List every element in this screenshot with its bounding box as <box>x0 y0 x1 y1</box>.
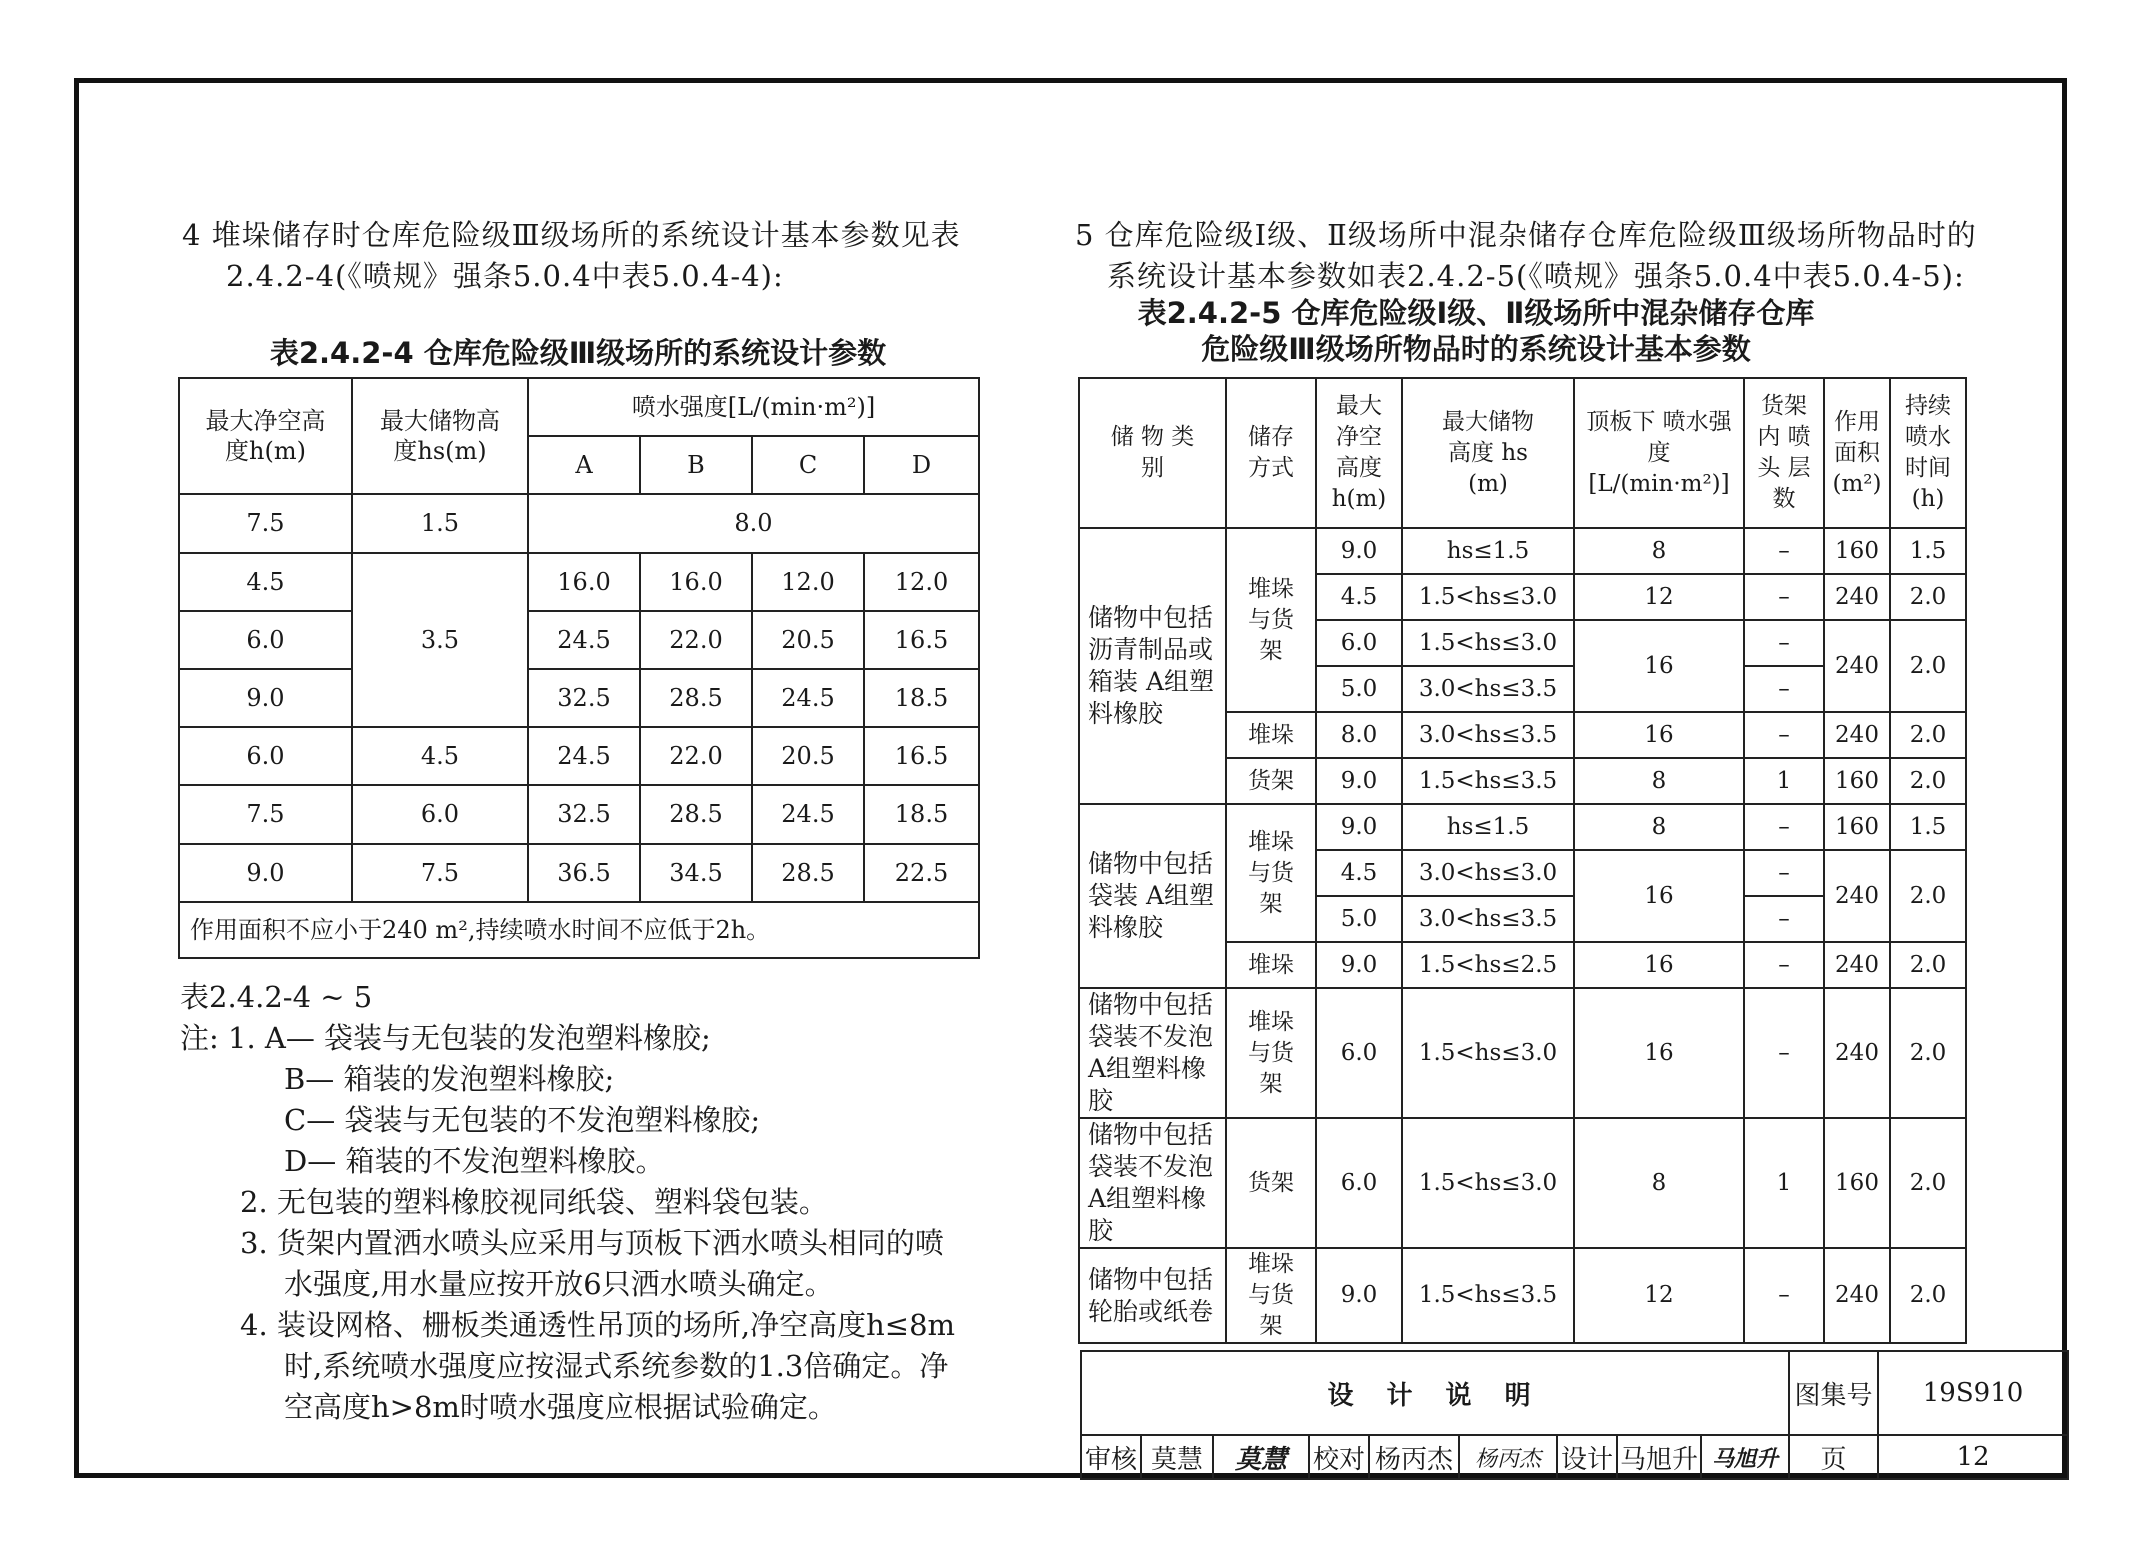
header-spray-intensity: 喷水强度[L/(min·m²)] <box>528 378 979 436</box>
table-cell: 28.5 <box>640 669 752 727</box>
table-cell: 16 <box>1574 712 1744 758</box>
table-cell: 20.5 <box>752 727 864 785</box>
table-cell: – <box>1744 528 1824 574</box>
table-cell: 9.0 <box>1316 804 1402 850</box>
header-category: 储 物 类 别 <box>1079 378 1226 528</box>
table-cell: 3.0<hs≤3.5 <box>1402 666 1574 712</box>
table-cell: 24.5 <box>752 785 864 843</box>
table-cell: 18.5 <box>864 785 979 843</box>
table-cell: hs≤1.5 <box>1402 804 1574 850</box>
table-cell: 9.0 <box>179 844 352 902</box>
table-cell: 24.5 <box>752 669 864 727</box>
table-cell: 160 <box>1824 528 1890 574</box>
note-4-cont-2: 空高度h>8m时喷水强度应根据试验确定。 <box>284 1390 837 1424</box>
table-cell: – <box>1744 988 1824 1118</box>
table-cell: 240 <box>1824 620 1890 712</box>
note-1-d: D— 箱装的不发泡塑料橡胶。 <box>284 1144 665 1178</box>
table-cell: – <box>1744 574 1824 620</box>
table-cell: 2.0 <box>1890 988 1966 1118</box>
note-2: 2. 无包装的塑料橡胶视同纸袋、塑料袋包装。 <box>240 1185 828 1219</box>
header-col-c: C <box>752 436 864 494</box>
table-cell: 240 <box>1824 574 1890 620</box>
checker-name: 杨丙杰 <box>1369 1435 1459 1479</box>
table-cell: 1.5<hs≤3.0 <box>1402 574 1574 620</box>
table-cell: 24.5 <box>528 727 640 785</box>
header-col-b: B <box>640 436 752 494</box>
header-operating-area: 作用 面积 (m²) <box>1824 378 1890 528</box>
table-cell: 22.0 <box>640 611 752 669</box>
table-cell: 240 <box>1824 942 1890 988</box>
table-cell: 16.5 <box>864 611 979 669</box>
table-cell: – <box>1744 620 1824 666</box>
atlas-label: 图集号 <box>1789 1351 1878 1435</box>
table-cell: 16 <box>1574 850 1744 942</box>
table-cell: 28.5 <box>752 844 864 902</box>
table-cell: 12.0 <box>864 553 979 611</box>
category-5: 储物中包括轮胎或纸卷 <box>1079 1248 1226 1343</box>
table-cell: – <box>1744 896 1824 942</box>
table-cell: 1.5<hs≤3.0 <box>1402 620 1574 666</box>
table-cell: 1 <box>1744 758 1824 804</box>
method-pile-rack: 堆垛与货架 <box>1226 528 1316 712</box>
table-cell: 4.5 <box>1316 850 1402 896</box>
table-cell: 1.5 <box>1890 528 1966 574</box>
designer-name: 马旭升 <box>1617 1435 1701 1479</box>
table-cell: 16 <box>1574 942 1744 988</box>
table-cell: 16.0 <box>640 553 752 611</box>
table-2-4-2-4 <box>178 377 980 959</box>
note-1-c: C— 袋装与无包装的不发泡塑料橡胶; <box>284 1103 761 1137</box>
table-cell: 6.0 <box>1316 1118 1402 1248</box>
header-storage-height: 最大储物高度hs(m) <box>352 378 528 494</box>
method-rack: 货架 <box>1226 758 1316 804</box>
table-cell: 6.0 <box>1316 620 1402 666</box>
table-cell: 240 <box>1824 1248 1890 1343</box>
table-cell: 5.0 <box>1316 666 1402 712</box>
reviewer-signature: 莫慧 <box>1213 1435 1309 1479</box>
table-cell: 9.0 <box>1316 528 1402 574</box>
table-cell: 1.5 <box>1890 804 1966 850</box>
note-3-cont: 水强度,用水量应按开放6只洒水喷头确定。 <box>284 1267 834 1301</box>
table-cell: 1 <box>1744 1118 1824 1248</box>
table-cell: 7.5 <box>179 494 352 552</box>
note-1-b: B— 箱装的发泡塑料橡胶; <box>284 1062 615 1096</box>
header-in-rack-layers: 货架内 喷头 层数 <box>1744 378 1824 528</box>
table-cell: 22.0 <box>640 727 752 785</box>
method-pile-rack: 堆垛与货架 <box>1226 988 1316 1118</box>
table-cell: 7.5 <box>352 844 528 902</box>
table-cell: 9.0 <box>1316 942 1402 988</box>
right-intro-line-1: 5 仓库危险级Ⅰ级、Ⅱ级场所中混杂储存仓库危险级Ⅲ级场所物品时的 <box>1075 218 1977 252</box>
title-block <box>1080 1350 2069 1480</box>
note-4-cont: 时,系统喷水强度应按湿式系统参数的1.3倍确定。净 <box>284 1349 949 1383</box>
table-cell: 240 <box>1824 712 1890 758</box>
table-cell: hs≤1.5 <box>1402 528 1574 574</box>
table-cell: 3.0<hs≤3.0 <box>1402 850 1574 896</box>
reviewer-name: 莫慧 <box>1141 1435 1213 1479</box>
method-pile: 堆垛 <box>1226 712 1316 758</box>
table-cell: 2.0 <box>1890 942 1966 988</box>
table-cell: 3.5 <box>352 553 528 728</box>
category-3: 储物中包括袋装不发泡A组塑料橡胶 <box>1079 988 1226 1118</box>
notes-ref: 表2.4.2-4 ~ 5 <box>180 980 373 1014</box>
table-cell: 1.5<hs≤3.0 <box>1402 1118 1574 1248</box>
table-cell: – <box>1744 804 1824 850</box>
table-cell: 9.0 <box>179 669 352 727</box>
table-cell: 2.0 <box>1890 574 1966 620</box>
design-label: 设计 <box>1557 1435 1617 1479</box>
page-number: 12 <box>1878 1435 2068 1479</box>
table-2-4-2-5-title-2: 危险级Ⅲ级场所物品时的系统设计基本参数 <box>1201 332 1751 366</box>
table-cell: – <box>1744 712 1824 758</box>
method-pile-rack: 堆垛与货架 <box>1226 804 1316 942</box>
page-label: 页 <box>1789 1435 1878 1479</box>
table-cell: – <box>1744 850 1824 896</box>
table-cell: 16 <box>1574 620 1744 712</box>
header-col-a: A <box>528 436 640 494</box>
table-cell: 160 <box>1824 804 1890 850</box>
table-cell: 22.5 <box>864 844 979 902</box>
table-2-4-2-4-title: 表2.4.2-4 仓库危险级Ⅲ级场所的系统设计参数 <box>269 336 887 370</box>
table-cell: 12.0 <box>752 553 864 611</box>
table-cell: 2.0 <box>1890 1118 1966 1248</box>
table-footnote: 作用面积不应小于240 m²,持续喷水时间不应低于2h。 <box>179 902 979 958</box>
table-cell: 240 <box>1824 988 1890 1118</box>
method-pile: 堆垛 <box>1226 942 1316 988</box>
table-cell: 8 <box>1574 528 1744 574</box>
table-cell: 6.0 <box>179 611 352 669</box>
table-notes <box>180 977 955 1428</box>
atlas-number: 19S910 <box>1878 1351 2068 1435</box>
table-cell: 1.5<hs≤3.0 <box>1402 988 1574 1118</box>
category-2: 储物中包括袋装 A组塑料橡胶 <box>1079 804 1226 988</box>
table-cell: 2.0 <box>1890 758 1966 804</box>
table-cell: 16.0 <box>528 553 640 611</box>
table-cell: 1.5<hs≤3.5 <box>1402 1248 1574 1343</box>
table-cell: 2.0 <box>1890 620 1966 712</box>
table-cell: 28.5 <box>640 785 752 843</box>
table-cell: 6.0 <box>179 727 352 785</box>
check-label: 校对 <box>1309 1435 1369 1479</box>
table-cell: 8.0 <box>1316 712 1402 758</box>
table-cell: 12 <box>1574 1248 1744 1343</box>
table-cell: 16.5 <box>864 727 979 785</box>
header-col-d: D <box>864 436 979 494</box>
table-cell: 6.0 <box>1316 988 1402 1118</box>
designer-signature: 马旭升 <box>1701 1435 1789 1479</box>
category-4: 储物中包括袋装不发泡A组塑料橡胶 <box>1079 1118 1226 1248</box>
header-max-storage-height: 最大储物 高度 hs (m) <box>1402 378 1574 528</box>
right-intro-line-2: 系统设计基本参数如表2.4.2-5(《喷规》强条5.0.4中表5.0.4-5): <box>1107 259 1965 293</box>
table-2-4-2-5-title-1: 表2.4.2-5 仓库危险级Ⅰ级、Ⅱ级场所中混杂储存仓库 <box>1137 296 1815 330</box>
table-cell: 4.5 <box>1316 574 1402 620</box>
table-cell: 240 <box>1824 850 1890 942</box>
table-cell: 8 <box>1574 1118 1744 1248</box>
table-cell: 36.5 <box>528 844 640 902</box>
left-intro-line-2: 2.4.2-4(《喷规》强条5.0.4中表5.0.4-4): <box>226 259 784 293</box>
note-1: 注: 1. A— 袋装与无包装的发泡塑料橡胶; <box>180 1021 711 1055</box>
table-cell: 12 <box>1574 574 1744 620</box>
method-pile-rack: 堆垛与货架 <box>1226 1248 1316 1343</box>
table-cell: 1.5 <box>352 494 528 552</box>
table-cell: 2.0 <box>1890 712 1966 758</box>
table-cell: 4.5 <box>352 727 528 785</box>
table-cell: 1.5<hs≤3.5 <box>1402 758 1574 804</box>
table-cell: 9.0 <box>1316 1248 1402 1343</box>
table-cell: 4.5 <box>179 553 352 611</box>
table-cell: 7.5 <box>179 785 352 843</box>
table-cell: 24.5 <box>528 611 640 669</box>
table-cell: 32.5 <box>528 785 640 843</box>
header-storage-method: 储存 方式 <box>1226 378 1316 528</box>
sheet-title: 设 计 说 明 <box>1081 1351 1789 1435</box>
category-1: 储物中包括沥青制品或箱装 A组塑料橡胶 <box>1079 528 1226 804</box>
review-label: 审核 <box>1081 1435 1141 1479</box>
table-cell: 3.0<hs≤3.5 <box>1402 896 1574 942</box>
method-rack: 货架 <box>1226 1118 1316 1248</box>
table-cell: 32.5 <box>528 669 640 727</box>
table-cell: – <box>1744 942 1824 988</box>
note-3: 3. 货架内置洒水喷头应采用与顶板下洒水喷头相同的喷 <box>240 1226 944 1260</box>
note-4: 4. 装设网格、栅板类通透性吊顶的场所,净空高度h≤8m <box>240 1308 956 1342</box>
table-cell: 2.0 <box>1890 850 1966 942</box>
table-cell: – <box>1744 666 1824 712</box>
table-cell: 8.0 <box>528 494 979 552</box>
header-clear-height: 最大净空高度h(m) <box>179 378 352 494</box>
table-cell: 8 <box>1574 804 1744 850</box>
table-cell: 3.0<hs≤3.5 <box>1402 712 1574 758</box>
left-intro-line-1: 4 堆垛储存时仓库危险级Ⅲ级场所的系统设计基本参数见表 <box>182 218 961 252</box>
table-cell: 5.0 <box>1316 896 1402 942</box>
header-max-clear-height: 最大 净空 高度 h(m) <box>1316 378 1402 528</box>
table-cell: 18.5 <box>864 669 979 727</box>
table-cell: – <box>1744 1248 1824 1343</box>
table-cell: 8 <box>1574 758 1744 804</box>
table-cell: 16 <box>1574 988 1744 1118</box>
table-cell: 160 <box>1824 758 1890 804</box>
table-cell: 20.5 <box>752 611 864 669</box>
table-cell: 1.5<hs≤2.5 <box>1402 942 1574 988</box>
header-duration: 持续 喷水 时间 (h) <box>1890 378 1966 528</box>
table-cell: 6.0 <box>352 785 528 843</box>
header-ceiling-intensity: 顶板下 喷水强度 [L/(min·m²)] <box>1574 378 1744 528</box>
table-cell: 160 <box>1824 1118 1890 1248</box>
table-cell: 9.0 <box>1316 758 1402 804</box>
table-2-4-2-5 <box>1078 377 1967 1344</box>
checker-signature: 杨丙杰 <box>1459 1435 1557 1479</box>
table-cell: 2.0 <box>1890 1248 1966 1343</box>
table-cell: 34.5 <box>640 844 752 902</box>
